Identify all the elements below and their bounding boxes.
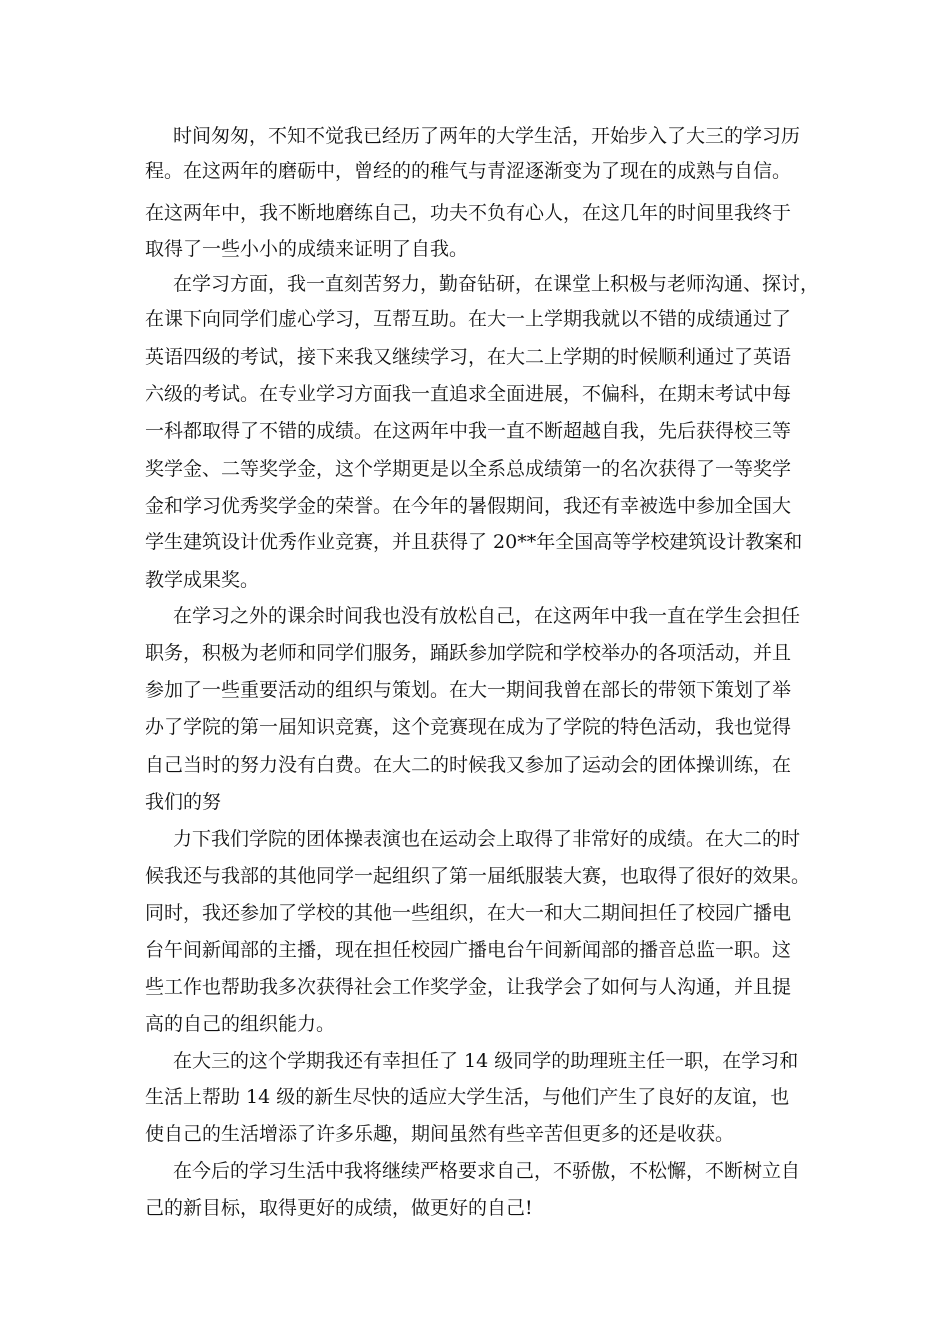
text-line: 英语四级的考试，接下来我又继续学习，在大二上学期的时候顺利通过了英语 [145,346,792,368]
text-line: 在课下向同学们虚心学习，互帮互助。在大一上学期我就以不错的成绩通过了 [145,308,792,330]
text-line: 使自己的生活增添了许多乐趣，期间虽然有些辛苦但更多的还是收获。 [145,1123,735,1145]
text-line: 高的自己的组织能力。 [145,1013,336,1035]
text-line: 六级的考试。在专业学习方面我一直追求全面进展，不偏科，在期末考试中每 [145,383,792,405]
text-line: 在学习方面，我一直刻苦努力，勤奋钻研，在课堂上积极与老师沟通、探讨， [173,273,820,295]
text-line: 取得了一些小小的成绩来证明了自我。 [145,238,469,260]
text-line: 生活上帮助 14 级的新生尽快的适应大学生活，与他们产生了良好的友谊，也 [145,1086,790,1108]
text-line: 金和学习优秀奖学金的荣誉。在今年的暑假期间，我还有幸被选中参加全国大 [145,495,792,517]
text-line: 参加了一些重要活动的组织与策划。在大一期间我曾在部长的带领下策划了举 [145,679,792,701]
text-line: 教学成果奖。 [145,569,260,591]
text-line: 力下我们学院的团体操表演也在运动会上取得了非常好的成绩。在大二的时 [173,828,801,850]
text-line: 奖学金、二等奖学金，这个学期更是以全系总成绩第一的名次获得了一等奖学 [145,458,792,480]
text-line: 些工作也帮助我多次获得社会工作奖学金，让我学会了如何与人沟通，并且提 [145,976,792,998]
text-line: 台午间新闻部的主播，现在担任校园广播电台午间新闻部的播音总监一职。这 [145,939,792,961]
text-line: 在大三的这个学期我还有幸担任了 14 级同学的助理班主任一职，在学习和 [173,1050,799,1072]
text-line: 程。在这两年的磨砺中，曾经的的稚气与青涩逐渐变为了现在的成熟与自信。 [145,160,792,182]
text-line: 自己当时的努力没有白费。在大二的时候我又参加了运动会的团体操训练，在 [145,754,792,776]
text-line: 在今后的学习生活中我将继续严格要求自己，不骄傲，不松懈，不断树立自 [173,1160,801,1182]
text-line: 时间匆匆，不知不觉我已经历了两年的大学生活，开始步入了大三的学习历 [173,125,801,147]
text-line: 一科都取得了不错的成绩。在这两年中我一直不断超越自我，先后获得校三等 [145,420,792,442]
text-line: 在学习之外的课余时间我也没有放松自己，在这两年中我一直在学生会担任 [173,605,801,627]
text-line: 候我还与我部的其他同学一起组织了第一届纸服装大赛，也取得了很好的效果。 [145,865,811,887]
text-line: 同时，我还参加了学校的其他一些组织，在大一和大二期间担任了校园广播电 [145,902,792,924]
text-line: 职务，积极为老师和同学们服务，踊跃参加学院和学校举办的各项活动，并且 [145,642,792,664]
text-line: 己的新目标，取得更好的成绩，做更好的自己! [145,1197,533,1219]
text-line: 在这两年中，我不断地磨练自己，功夫不负有心人，在这几年的时间里我终于 [145,202,792,224]
text-line: 学生建筑设计优秀作业竞赛，并且获得了 20**年全国高等学校建筑设计教案和 [145,531,803,553]
text-line: 办了学院的第一届知识竞赛，这个竞赛现在成为了学院的特色活动，我也觉得 [145,716,792,738]
text-line: 我们的努 [145,791,222,813]
